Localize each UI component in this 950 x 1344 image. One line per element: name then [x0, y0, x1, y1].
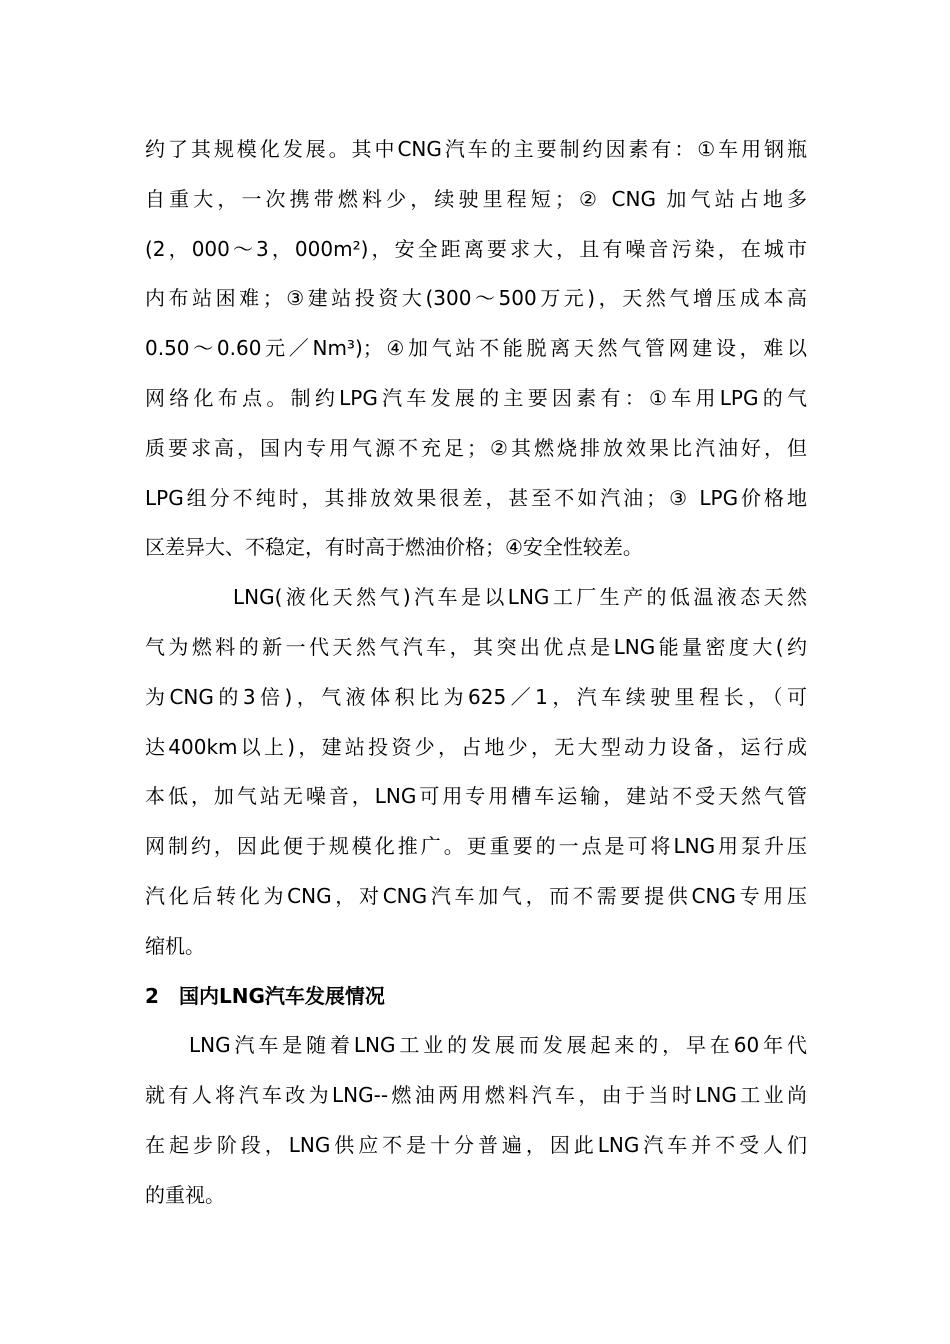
paragraph-line: 达400km以上)，建站投资少，占地少，无大型动力设备，运行成: [145, 734, 807, 759]
paragraph-line: 内布站困难；③建站投资大(300～500万元)，天然气增压成本高: [145, 286, 807, 311]
paragraph-line: 0.50～0.60元／Nm³)；④加气站不能脱离天然气管网建设，难以: [145, 336, 807, 361]
paragraph-1: [145, 125, 807, 573]
paragraph-line: 区差异大、不稳定，有时高于燃油价格；④安全性较差。: [145, 535, 643, 560]
paragraph-line: 汽化后转化为CNG，对CNG汽车加气，而不需要提供CNG专用压: [145, 883, 807, 908]
paragraph-line: LNG(液化天然气)汽车是以LNG工厂生产的低温液态天然: [233, 585, 807, 610]
paragraph-3: [145, 1021, 807, 1220]
paragraph-line: 气为燃料的新一代天然气汽车，其突出优点是LNG能量密度大(约: [145, 634, 807, 659]
paragraph-line: 网络化布点。制约LPG汽车发展的主要因素有：①车用LPG的气: [145, 385, 807, 410]
paragraph-line: LPG组分不纯时，其排放效果很差，甚至不如汽油；③ LPG价格地: [145, 485, 807, 510]
paragraph-line: 就有人将汽车改为LNG--燃油两用燃料汽车，由于当时LNG工业尚: [145, 1083, 807, 1108]
section-number: 2: [145, 983, 159, 1008]
paragraph-line: 缩机。: [145, 933, 205, 958]
document-page: [145, 125, 807, 1221]
paragraph-line: 约了其规模化发展。其中CNG汽车的主要制约因素有：①车用钢瓶: [145, 137, 807, 161]
paragraph-line: 网制约，因此便于规模化推广。更重要的一点是可将LNG用泵升压: [145, 834, 807, 859]
paragraph-line: 为CNG的3倍)，气液体积比为625／1，汽车续驶里程长，（可: [145, 684, 807, 709]
section-heading: [145, 972, 807, 1022]
paragraph-line: 质要求高，国内专用气源不充足；②其燃烧排放效果比汽油好，但: [145, 435, 807, 460]
paragraph-line: 的重视。: [145, 1182, 225, 1207]
paragraph-line: 本低，加气站无噪音，LNG可用专用槽车运输，建站不受天然气管: [145, 784, 807, 809]
paragraph-line: LNG汽车是随着LNG工业的发展而发展起来的，早在60年代: [189, 1033, 807, 1058]
paragraph-line: 在起步阶段，LNG供应不是十分普遍，因此LNG汽车并不受人们: [145, 1132, 807, 1157]
paragraph-line: (2，000～3，000m²)，安全距离要求大，且有噪音污染，在城市: [145, 236, 807, 261]
paragraph-2: [145, 573, 807, 971]
paragraph-line: 自重大，一次携带燃料少，续驶里程短；② CNG 加气站占地多: [145, 186, 807, 211]
section-title: 国内LNG汽车发展情况: [179, 983, 385, 1008]
